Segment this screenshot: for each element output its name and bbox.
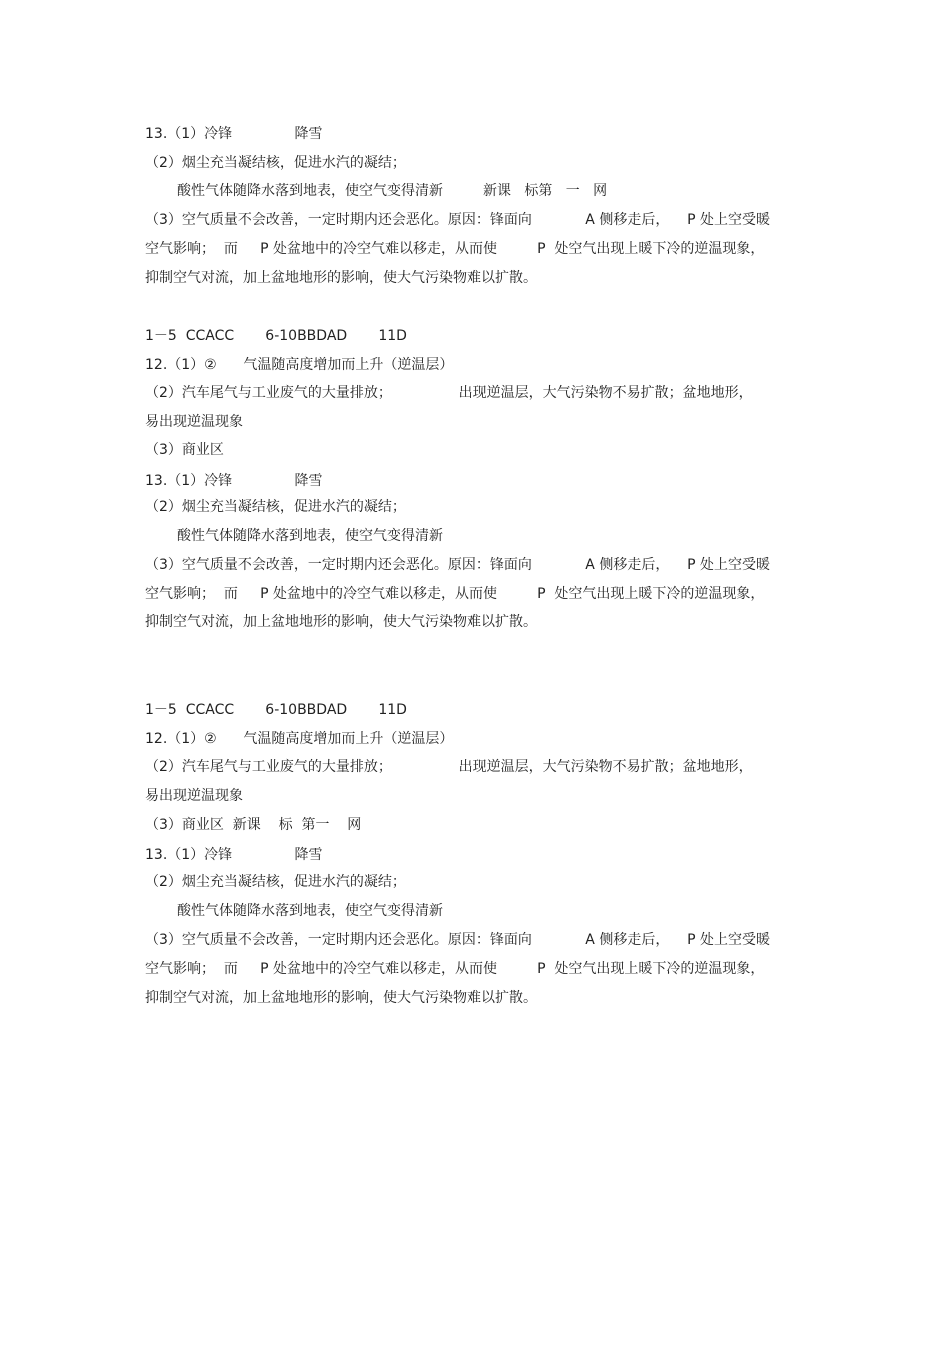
answer-line: 12.（1）② 气温随高度增加而上升（逆温层） — [145, 357, 454, 373]
answer-line: （2）汽车尾气与工业废气的大量排放； 出现逆温层，大气污染物不易扩散；盆地地形， — [145, 385, 753, 401]
answer-line: 12.（1）② 气温随高度增加而上升（逆温层） — [145, 731, 454, 747]
answer-key-line: 1－5 CCACC 6-10BBDAD 11D — [145, 702, 407, 718]
answer-line: （3）空气质量不会改善，一定时期内还会恶化。原因：锋面向 A 侧移走后， P 处上空受暖 — [145, 932, 771, 948]
answer-line: 抑制空气对流，加上盆地地形的影响，使大气污染物难以扩散。 — [145, 990, 537, 1006]
answer-line: 酸性气体随降水落到地表，使空气变得清新 — [177, 903, 443, 919]
answer-line: 13.（1）冷锋 降雪 — [145, 126, 323, 142]
answer-line: （2）烟尘充当凝结核，促进水汽的凝结； — [145, 874, 406, 890]
answer-line: （2）烟尘充当凝结核，促进水汽的凝结； — [145, 499, 406, 515]
answer-line: 易出现逆温现象 — [145, 414, 243, 430]
answer-line: 空气影响； 而 P 处盆地中的冷空气难以移走，从而使 P 处空气出现上暖下冷的逆温现象， — [145, 961, 765, 977]
answer-line: 空气影响； 而 P 处盆地中的冷空气难以移走，从而使 P 处空气出现上暖下冷的逆温现象， — [145, 241, 765, 257]
answer-key-line: 1－5 CCACC 6-10BBDAD 11D — [145, 328, 407, 344]
answer-line: （3）商业区 新课 标 第一 网 — [145, 817, 362, 833]
answer-line: （3）商业区 — [145, 442, 224, 458]
answer-line: 抑制空气对流，加上盆地地形的影响，使大气污染物难以扩散。 — [145, 614, 537, 630]
answer-line: 13.（1）冷锋 降雪 — [145, 473, 323, 489]
answer-line: 空气影响； 而 P 处盆地中的冷空气难以移走，从而使 P 处空气出现上暖下冷的逆温现象， — [145, 586, 765, 602]
answer-line: （2）烟尘充当凝结核，促进水汽的凝结； — [145, 155, 406, 171]
answer-line: 易出现逆温现象 — [145, 788, 243, 804]
answer-line: （2）汽车尾气与工业废气的大量排放； 出现逆温层，大气污染物不易扩散；盆地地形， — [145, 759, 753, 775]
answer-line: 抑制空气对流，加上盆地地形的影响，使大气污染物难以扩散。 — [145, 270, 537, 286]
answer-line: （3）空气质量不会改善，一定时期内还会恶化。原因：锋面向 A 侧移走后， P 处上空受暖 — [145, 557, 771, 573]
answer-line: 13.（1）冷锋 降雪 — [145, 847, 323, 863]
answer-line: （3）空气质量不会改善，一定时期内还会恶化。原因：锋面向 A 侧移走后， P 处上空受暖 — [145, 212, 771, 228]
answer-line: 酸性气体随降水落到地表，使空气变得清新 — [177, 528, 443, 544]
answer-line: 酸性气体随降水落到地表，使空气变得清新 新课 标第 一 网 — [177, 183, 608, 199]
